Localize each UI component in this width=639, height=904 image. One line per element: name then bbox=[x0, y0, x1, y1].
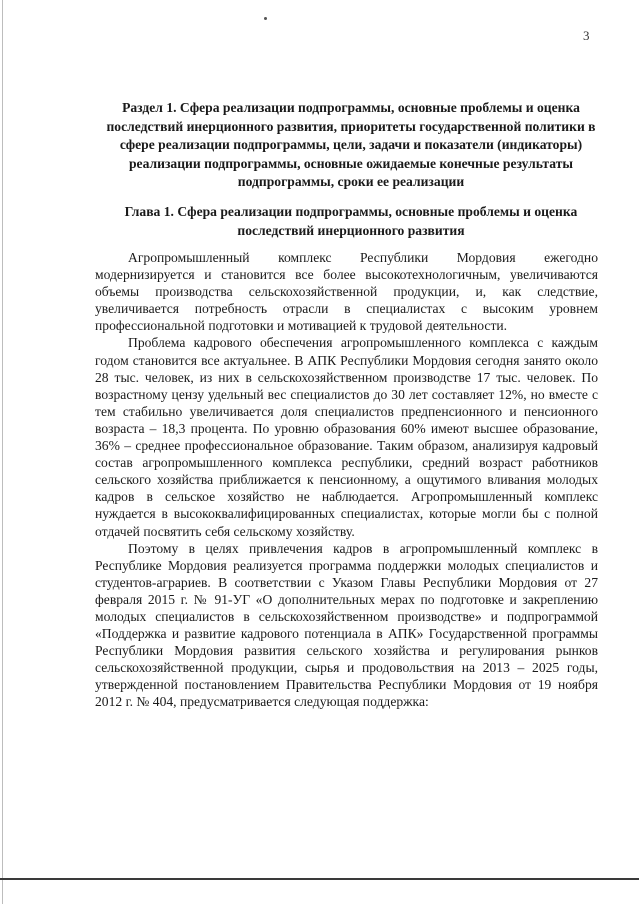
scan-left-edge bbox=[2, 0, 3, 904]
scan-speck bbox=[264, 17, 267, 20]
paragraph: Агропромышленный комплекс Республики Мордовия ежегодно модернизируется и становится все более высокотехнологичным, увеличиваются объемы производства сельскохозяйственной продукции, и, как следствие, увеличивается потребность отрасли в специалистах с высоким уровнем профессиональной подготовки и мотивацией к трудовой деятельности. bbox=[95, 250, 598, 334]
paragraph: Проблема кадрового обеспечения агропромышленного комплекса с каждым годом становится все актуальнее. В АПК Республики Мордовия сегодня занято около 28 тыс. человек, из них в сельскохозяйственном производстве 17 тыс. человек. По возрастному цензу удельный вес специалистов до 30 лет составляет 12%, но вместе с тем стабильно увеличивается доля специалистов предпенсионного и пенсионного возраста – 18,3 процента. По уровню образования 60% имеют высшее образование, 36% – среднее профессиональное образование. Таким образом, анализируя кадровый состав агропромышленного комплекса республики, средний возраст работников сельского хозяйства приближается к пенсионному, а ощутимого вливания молодых кадров в сельское хозяйство не наблюдается. Агропромышленный комплекс нуждается в высококвалифицированных специалистах, которые могли бы с полной отдачей посвятить себя сельскому хозяйству. bbox=[95, 335, 598, 539]
page-number: 3 bbox=[583, 28, 590, 43]
chapter-heading: Глава 1. Сфера реализации подпрограммы, основные проблемы и оценка последствий инерционного развития bbox=[124, 204, 578, 238]
paragraph: Поэтому в целях привлечения кадров в агропромышленный комплекс в Республике Мордовия реализуется программа поддержки молодых специалистов и студентов-аграриев. В соответствии с Указом Главы Республики Мордовия от 27 февраля 2015 г. № 91-УГ «О дополнительных мерах по подготовке и закреплению молодых специалистов в сельскохозяйственном производстве» и подпрограммой «Поддержка и развитие кадрового потенциала в АПК» Государственной программы Республики Мордовия развития сельского хозяйства и регулирования рынков сельскохозяйственной продукции, сырья и продовольствия на 2013 – 2025 годы, утвержденной постановлением Правительства Республики Мордовия от 19 ноября 2012 г. № 404, предусматривается следующая поддержка: bbox=[95, 540, 598, 710]
body-text bbox=[95, 249, 598, 711]
scan-bottom-edge bbox=[0, 878, 639, 880]
section-heading: Раздел 1. Сфера реализации подпрограммы, основные проблемы и оценка последствий инерционного развития, приоритеты государственной политики в сфере реализации подпрограммы, цели, задачи и показатели (индикаторы) реализации подпрограммы, основные ожидаемые конечные результаты подпрограммы, сроки ее реализации bbox=[106, 100, 596, 189]
